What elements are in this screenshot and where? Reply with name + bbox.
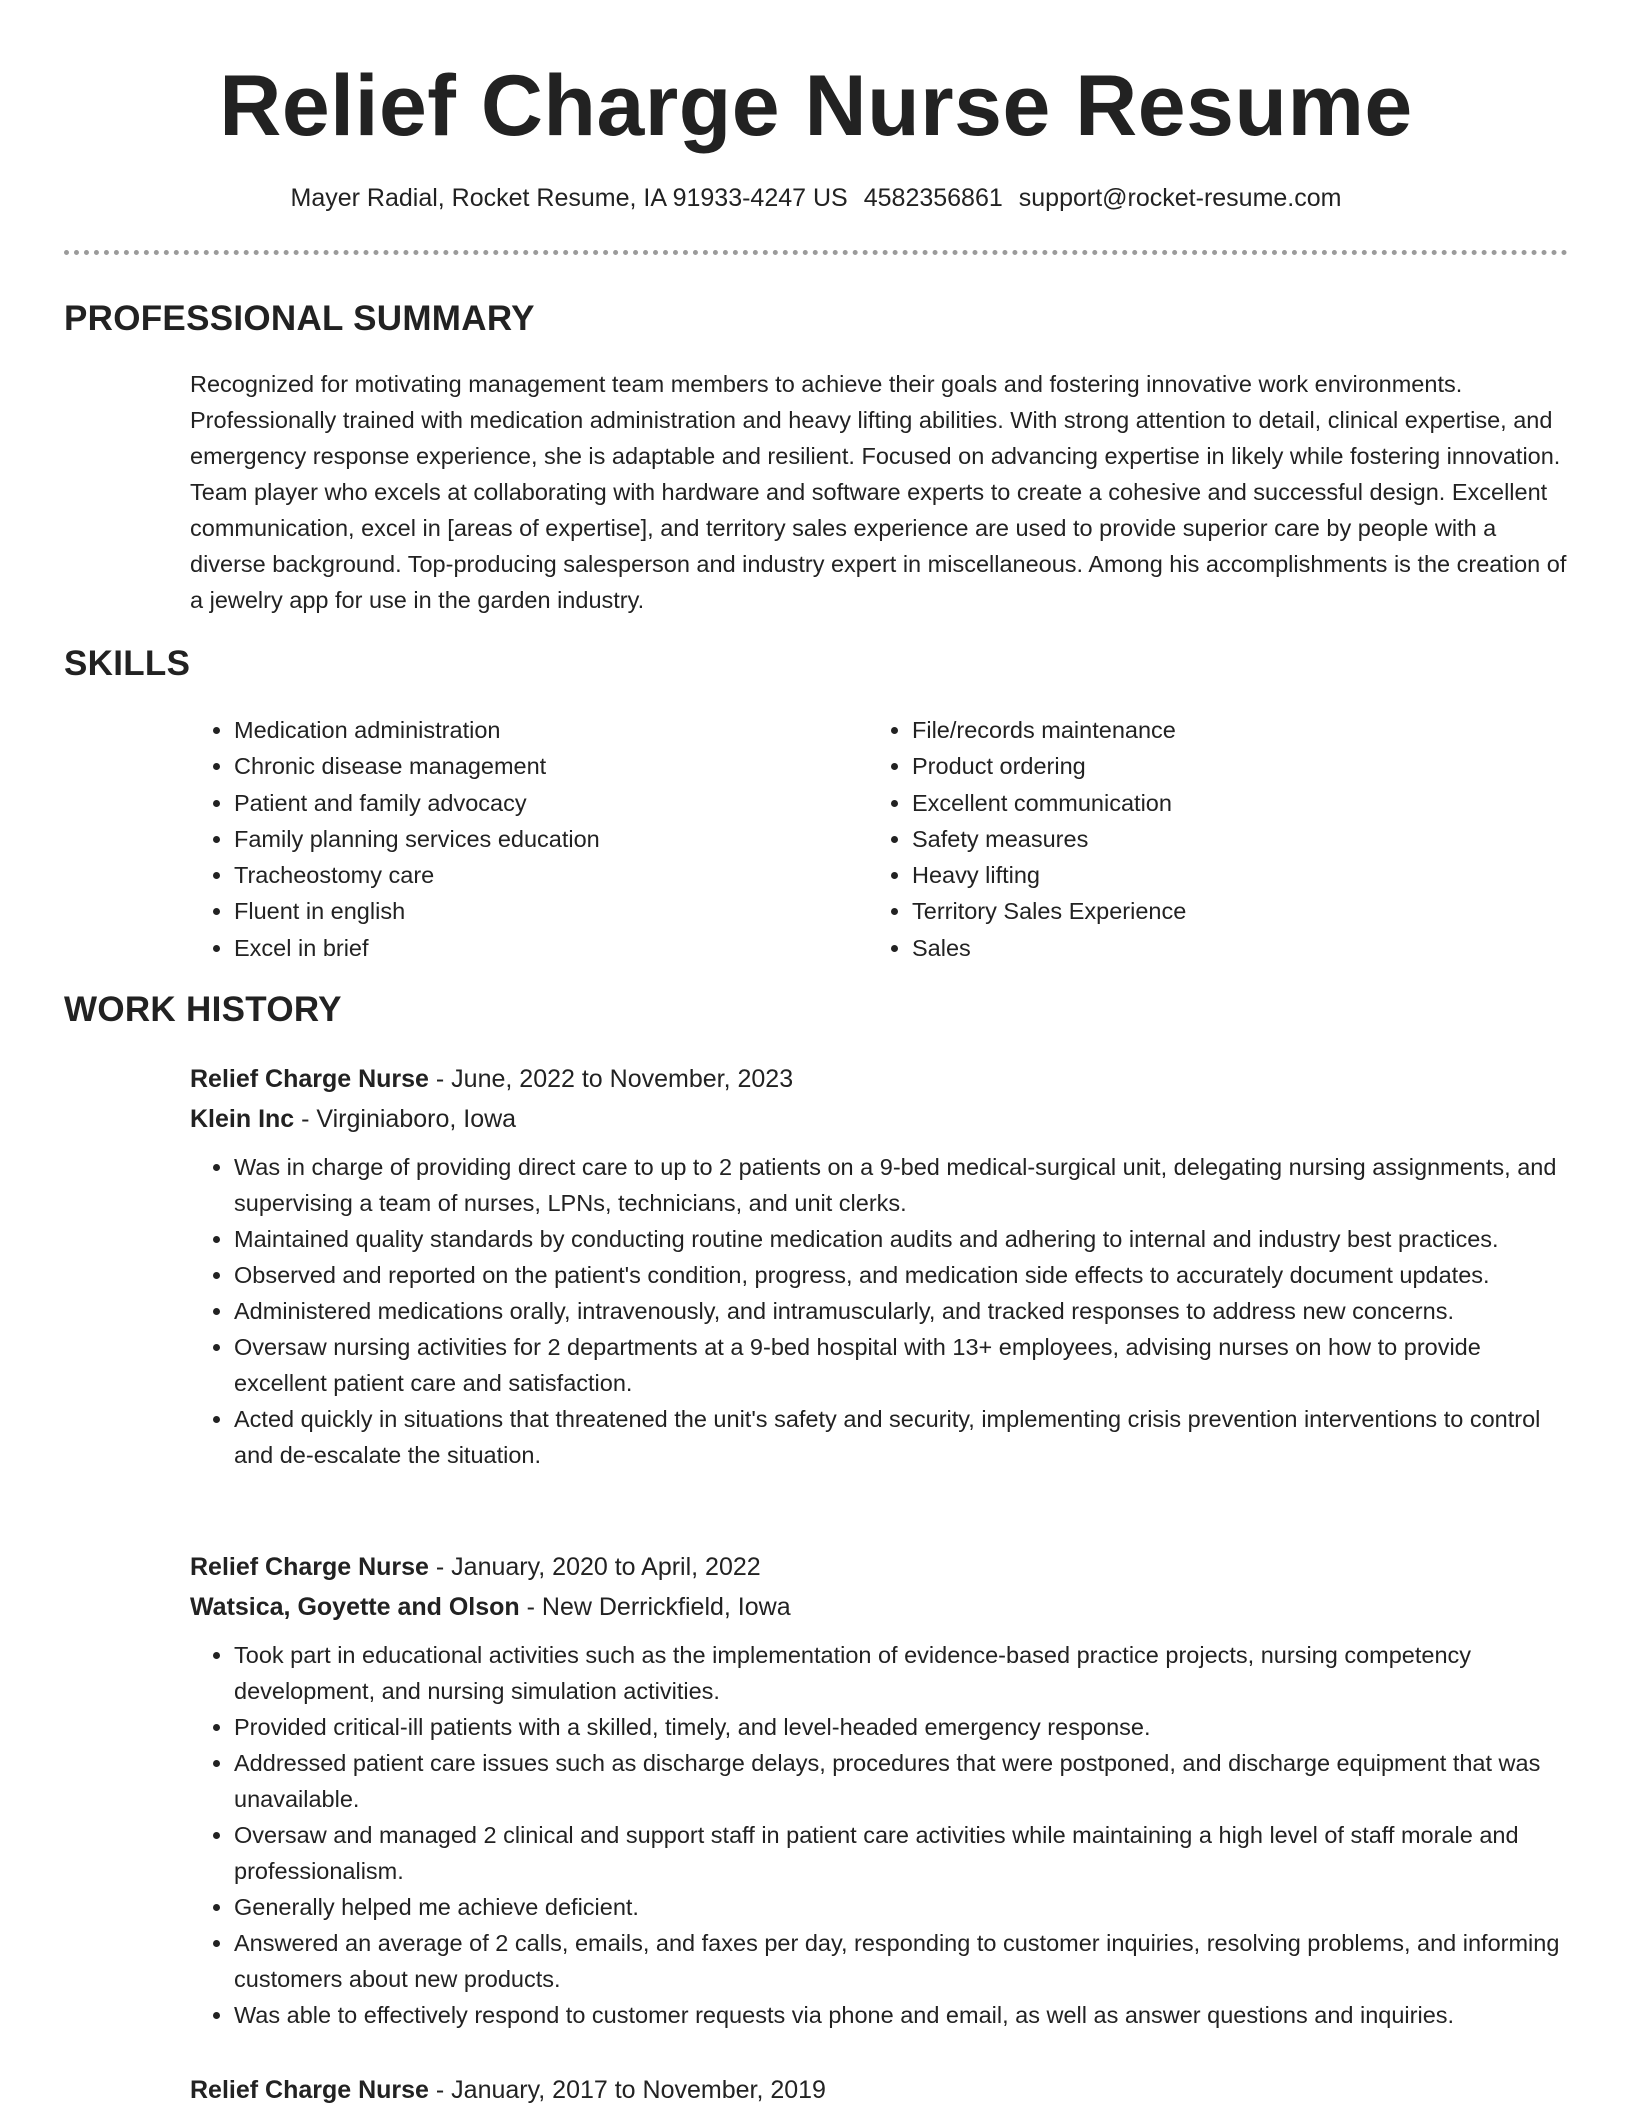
- contact-address: Mayer Radial, Rocket Resume, IA 91933-4247 US: [290, 184, 848, 212]
- section-heading-work-history: WORK HISTORY: [64, 990, 342, 1029]
- job-bullet: • Addressed patient care issues such as discharge delays, procedures that were postponed, and discharge equipment that was unavailable.: [234, 1745, 1580, 1817]
- job-bullet: • Oversaw and managed 2 clinical and support staff in patient care activities while maintaining a high level of staff morale and professionalism.: [234, 1817, 1580, 1889]
- job-title: Relief Charge Nurse: [190, 1553, 429, 1581]
- job-bullets: [190, 1149, 1580, 1473]
- skills-list-left: [190, 712, 854, 966]
- job-bullet: • Acted quickly in situations that threatened the unit's safety and security, implementing crisis prevention interventions to control and de-escalate the situation.: [234, 1401, 1580, 1473]
- job-bullet: • Generally helped me achieve deficient.: [234, 1889, 1580, 1925]
- skill-item: • Sales: [912, 930, 1532, 966]
- job-bullet: • Took part in educational activities such as the implementation of evidence-based practice projects, nursing competency development, and nursing simulation activities.: [234, 1637, 1580, 1709]
- job-bullet: • Administered medications orally, intravenously, and intramuscularly, and tracked responses to address new concerns.: [234, 1293, 1580, 1329]
- skill-item: • Product ordering: [912, 748, 1532, 784]
- job-title-line: [190, 1059, 1580, 1099]
- job-dates: - January, 2017 to November, 2019: [428, 2076, 826, 2104]
- job-title-line: [190, 2070, 1580, 2110]
- contact-email: support@rocket-resume.com: [1018, 184, 1342, 212]
- job-entry: [190, 2070, 1580, 2110]
- skill-item: • Tracheostomy care: [234, 857, 854, 893]
- job-title: Relief Charge Nurse: [190, 2076, 429, 2104]
- section-heading-skills: SKILLS: [64, 644, 191, 683]
- job-bullets: [190, 1637, 1580, 2033]
- job-bullet: • Oversaw nursing activities for 2 departments at a 9-bed hospital with 13+ employees, advising nurses on how to provide excellent patient care and satisfaction.: [234, 1329, 1580, 1401]
- skill-item: • Family planning services education: [234, 821, 854, 857]
- skill-item: • Territory Sales Experience: [912, 893, 1532, 929]
- job-bullet: • Answered an average of 2 calls, emails, and faxes per day, responding to customer inquiries, resolving problems, and informing customers about new products.: [234, 1925, 1580, 1997]
- job-company-line: [190, 1587, 1580, 1627]
- job-location: - Virginiaboro, Iowa: [294, 1105, 517, 1133]
- job-entry: [190, 1547, 1580, 2033]
- job-location: - New Derrickfield, Iowa: [519, 1593, 791, 1621]
- contact-phone: 4582356861: [863, 184, 1003, 212]
- skill-item: • Medication administration: [234, 712, 854, 748]
- job-company: Klein Inc: [190, 1105, 295, 1133]
- skills-list-right: [868, 712, 1532, 966]
- section-heading-summary: PROFESSIONAL SUMMARY: [64, 299, 535, 338]
- job-bullet: • Maintained quality standards by conducting routine medication audits and adhering to internal and industry best practices.: [234, 1221, 1580, 1257]
- skill-item: • File/records maintenance: [912, 712, 1532, 748]
- job-entry: [190, 1059, 1580, 1473]
- summary-text: Recognized for motivating management team members to achieve their goals and fostering innovative work environments. Professionally trained with medication administration and heavy lifting abilities. With strong attention to detail, clinical expertise, and emergency response experience, she is adaptable and resilient. Focused on advancing expertise in likely while fostering innovation. Team player who excels at collaborating with hardware and software experts to create a cohesive and successful design. Excellent communication, excel in [areas of expertise], and territory sales experience are used to provide superior care by people with a diverse background. Top-producing salesperson and industry expert in miscellaneous. Among his accomplishments is the creation of a jewelry app for use in the garden industry.: [190, 371, 1567, 613]
- skill-item: • Heavy lifting: [912, 857, 1532, 893]
- job-company-line: [190, 1099, 1580, 1139]
- job-dates: - January, 2020 to April, 2022: [428, 1553, 761, 1581]
- job-company: Watsica, Goyette and Olson: [190, 1593, 520, 1621]
- skill-item: • Excel in brief: [234, 930, 854, 966]
- header-divider: [64, 250, 1568, 255]
- job-bullet: • Provided critical-ill patients with a skilled, timely, and level-headed emergency response.: [234, 1709, 1580, 1745]
- skill-item: • Patient and family advocacy: [234, 785, 854, 821]
- skill-item: • Excellent communication: [912, 785, 1532, 821]
- job-dates: - June, 2022 to November, 2023: [428, 1065, 794, 1093]
- resume-title: Relief Charge Nurse Resume: [219, 58, 1413, 154]
- job-bullet: • Observed and reported on the patient's condition, progress, and medication side effects to accurately document updates.: [234, 1257, 1580, 1293]
- job-bullet: • Was in charge of providing direct care to up to 2 patients on a 9-bed medical-surgical unit, delegating nursing assignments, and supervising a team of nurses, LPNs, technicians, and unit clerks.: [234, 1149, 1580, 1221]
- skill-item: • Safety measures: [912, 821, 1532, 857]
- skill-item: • Fluent in english: [234, 893, 854, 929]
- job-bullet: • Was able to effectively respond to customer requests via phone and email, as well as answer questions and inquiries.: [234, 1997, 1580, 2033]
- job-title-line: [190, 1547, 1580, 1587]
- contact-line: [0, 182, 1632, 214]
- skill-item: • Chronic disease management: [234, 748, 854, 784]
- job-title: Relief Charge Nurse: [190, 1065, 429, 1093]
